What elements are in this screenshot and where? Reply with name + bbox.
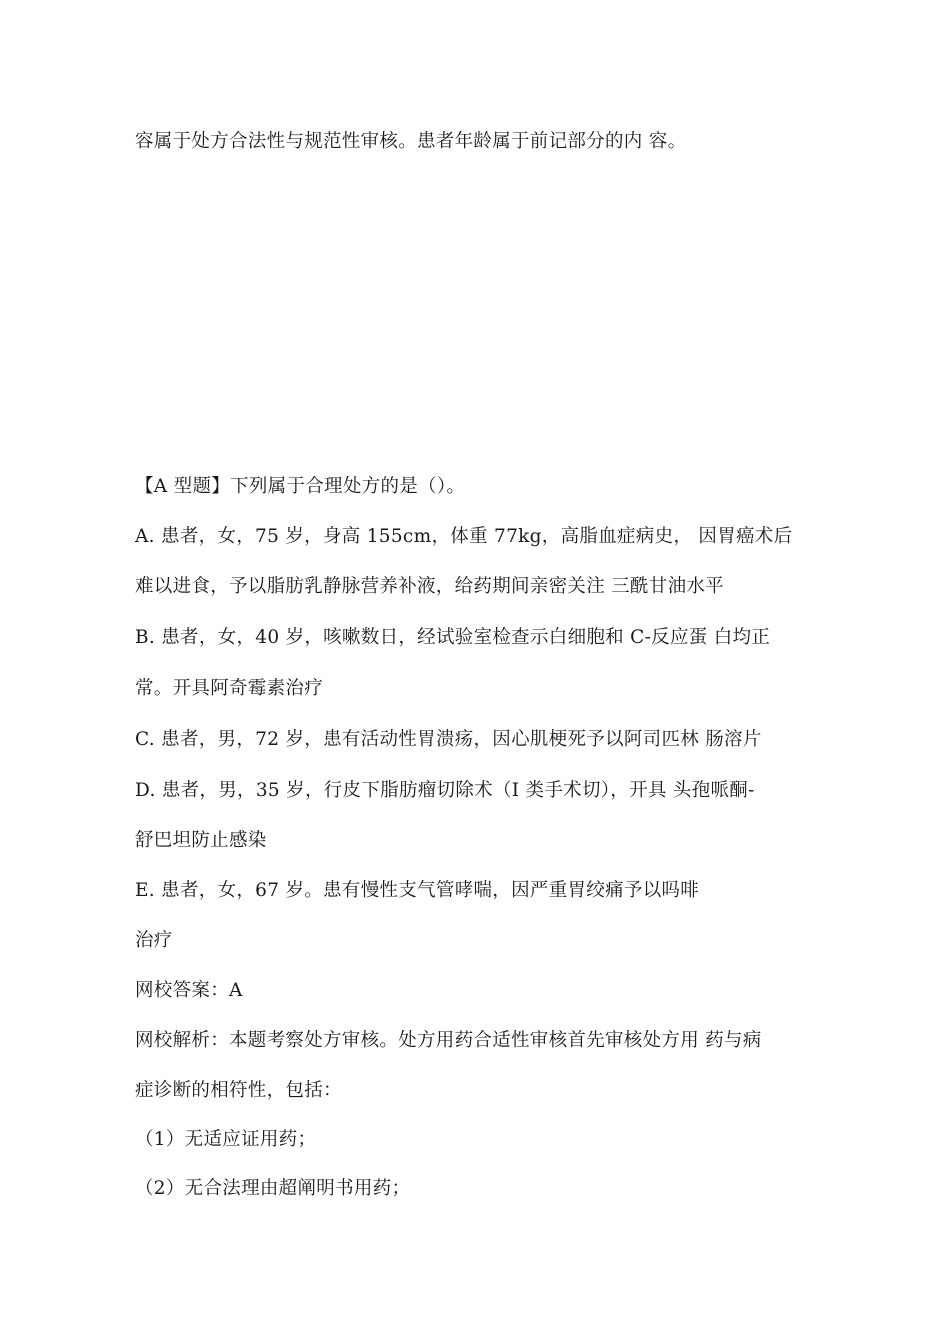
- answer-text: 网校答案：A: [135, 980, 243, 1001]
- option-d-line2: 舒巴坦防止感染: [135, 830, 267, 851]
- option-a-line2: 难以进食，予以脂肪乳静脉营养补液，给药期间亲密关注 三酰甘油水平: [135, 576, 724, 597]
- analysis-line2: 症诊断的相符性，包括：: [135, 1080, 342, 1101]
- question-stem: 【A 型题】下列属于合理处方的是（）。: [135, 476, 466, 497]
- continuation-text: 容属于处方合法性与规范性审核。患者年龄属于前记部分的内 容。: [135, 131, 687, 152]
- analysis-item-1: （1）无适应证用药；: [135, 1129, 317, 1150]
- option-a-line1: A. 患者，女，75 岁，身高 155cm，体重 77kg，高脂血症病史， 因胃癌术后: [135, 526, 793, 547]
- analysis-line1: 网校解析：本题考察处方审核。处方用药合适性审核首先审核处方用 药与病: [135, 1030, 762, 1051]
- option-c-line1: C. 患者，男，72 岁，患有活动性胃溃疡，因心肌梗死予以阿司匹林 肠溶片: [135, 729, 762, 750]
- option-b-line2: 常。开具阿奇霉素治疗: [135, 678, 324, 699]
- option-e-line2: 治疗: [135, 930, 173, 951]
- analysis-item-2: （2）无合法理由超阐明书用药；: [135, 1178, 411, 1199]
- option-e-line1: E. 患者，女，67 岁。患有慢性支气管哮喘，因严重胃绞痛予以吗啡: [135, 880, 700, 901]
- option-b-line1: B. 患者，女，40 岁，咳嗽数日，经试验室检查示白细胞和 C-反应蛋 白均正: [135, 627, 771, 648]
- option-d-line1: D. 患者，男，35 岁，行皮下脂肪瘤切除术（I 类手术切），开具 头孢哌酮-: [135, 780, 755, 801]
